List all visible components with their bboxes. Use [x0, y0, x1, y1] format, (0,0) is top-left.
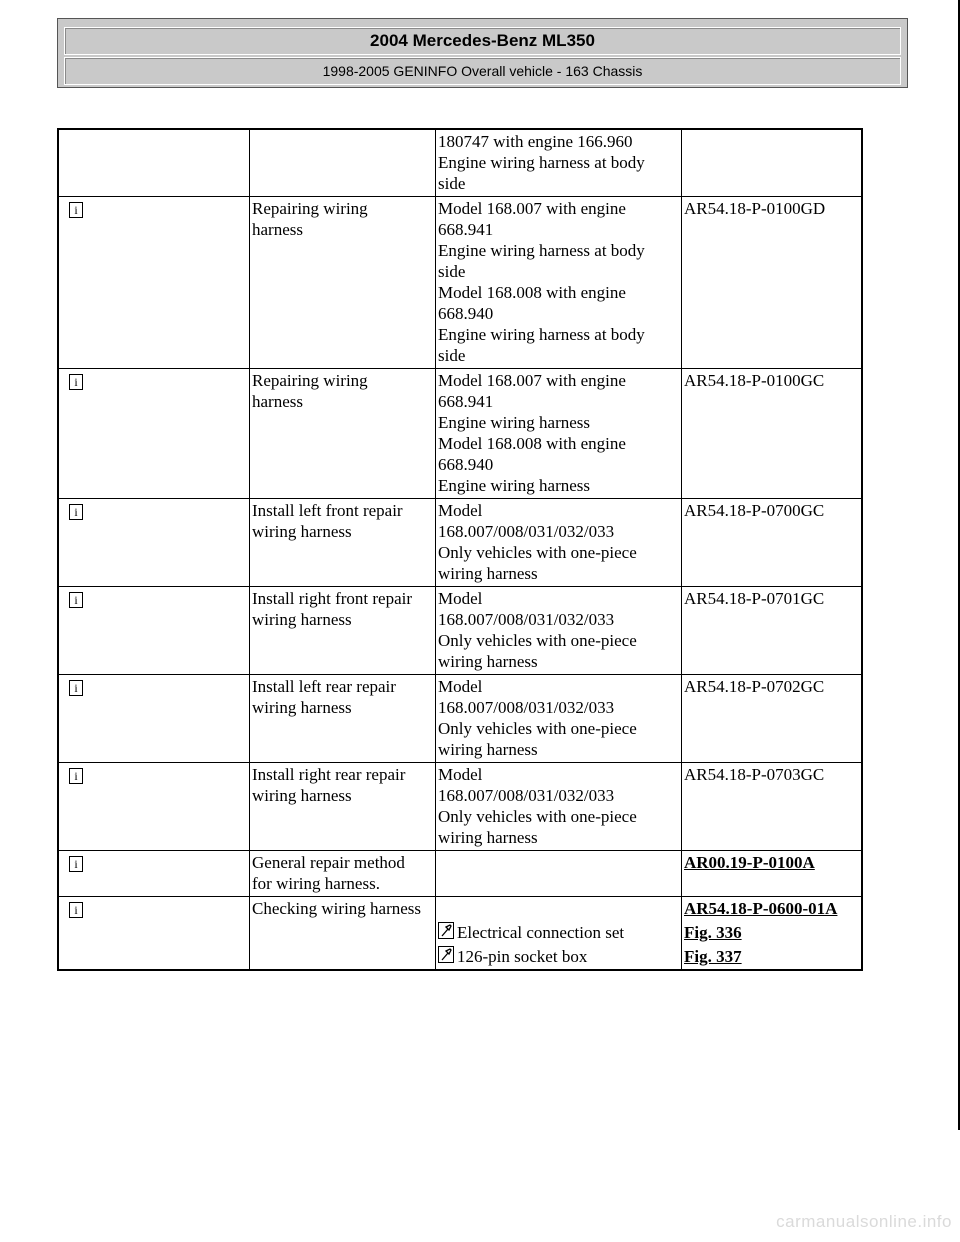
description-line: Model [438, 501, 483, 520]
description-line: Engine wiring harness at body [438, 241, 645, 260]
task-cell [250, 369, 436, 499]
task-line: wiring harness [252, 698, 352, 717]
tool-label: 126-pin socket box [457, 947, 588, 966]
reference-code: AR54.18-P-0100GC [684, 371, 825, 390]
table-row [58, 369, 862, 499]
reference-code: AR54.18-P-0700GC [684, 501, 825, 520]
description-line: wiring harness [438, 564, 538, 583]
description-line: Engine wiring harness at body [438, 153, 645, 172]
tool-row [58, 921, 862, 945]
description-line: Engine wiring harness at body [438, 325, 645, 344]
figure-cell [682, 945, 863, 970]
reference-cell [682, 763, 863, 851]
vehicle-title: 2004 Mercedes-Benz ML350 [64, 27, 901, 55]
task-cell [250, 897, 436, 922]
icon-cell [58, 897, 250, 922]
tool-label: Electrical connection set [457, 923, 625, 942]
table-row [58, 587, 862, 675]
table-row [58, 499, 862, 587]
description-line: Model 168.007 with engine [438, 371, 626, 390]
reference-code: AR54.18-P-0100GD [684, 199, 826, 218]
task-line: Checking wiring harness [252, 899, 422, 918]
task-line: wiring harness [252, 786, 352, 805]
description-line: Only vehicles with one-piece [438, 807, 637, 826]
icon-cell [58, 763, 250, 851]
icon-cell [58, 587, 250, 675]
table-row [58, 851, 862, 897]
task-line: Install left front repair [252, 501, 403, 520]
task-line: General repair method [252, 853, 405, 872]
description-cell [436, 587, 682, 675]
description-line: Model 168.007 with engine [438, 199, 626, 218]
tool-cell [436, 945, 682, 970]
blank-cell [250, 921, 436, 945]
description-line: Model [438, 677, 483, 696]
description-line: side [438, 346, 466, 365]
table-row [58, 675, 862, 763]
task-cell [250, 129, 436, 197]
description-line: Model 168.008 with engine [438, 283, 626, 302]
description-cell [436, 197, 682, 369]
table-row [58, 197, 862, 369]
task-cell [250, 197, 436, 369]
reference-code: AR54.18-P-0703GC [684, 765, 825, 784]
description-line: wiring harness [438, 652, 538, 671]
task-line: Repairing wiring [252, 199, 368, 218]
task-cell [250, 851, 436, 897]
figure-link[interactable]: Fig. 336 [684, 923, 742, 942]
blank-cell [58, 921, 250, 945]
reference-cell [682, 587, 863, 675]
reference-code: AR54.18-P-0701GC [684, 589, 825, 608]
task-line: Install left rear repair [252, 677, 396, 696]
info-icon[interactable]: i [69, 202, 83, 218]
blank-cell [250, 945, 436, 970]
reference-cell [682, 129, 863, 197]
description-line: Only vehicles with one-piece [438, 543, 637, 562]
task-cell [250, 587, 436, 675]
task-line: for wiring harness. [252, 874, 380, 893]
icon-cell [58, 197, 250, 369]
info-icon[interactable]: i [69, 504, 83, 520]
description-line: Engine wiring harness [438, 476, 591, 495]
section-subtitle: 1998-2005 GENINFO Overall vehicle - 163 Chassis [64, 57, 901, 85]
reference-cell [682, 369, 863, 499]
description-cell [436, 851, 682, 897]
description-cell [436, 675, 682, 763]
blank-cell [58, 945, 250, 970]
reference-link[interactable]: AR54.18-P-0600-01A [684, 899, 838, 918]
reference-cell [682, 851, 863, 897]
icon-cell [58, 499, 250, 587]
description-line: wiring harness [438, 740, 538, 759]
description-line: 668.941 [438, 220, 494, 239]
table-row [58, 763, 862, 851]
tool-icon[interactable] [438, 922, 454, 939]
table-row [58, 129, 862, 197]
description-line: Model [438, 765, 483, 784]
description-line: 168.007/008/031/032/033 [438, 786, 615, 805]
task-cell [250, 675, 436, 763]
description-cell [436, 499, 682, 587]
info-icon[interactable]: i [69, 592, 83, 608]
reference-cell [682, 197, 863, 369]
description-line: Only vehicles with one-piece [438, 631, 637, 650]
description-line: Engine wiring harness [438, 413, 591, 432]
description-cell [436, 897, 682, 922]
task-line: wiring harness [252, 522, 352, 541]
tool-row [58, 945, 862, 970]
table-row [58, 897, 862, 922]
task-line: harness [252, 220, 303, 239]
info-icon[interactable]: i [69, 856, 83, 872]
description-cell [436, 369, 682, 499]
icon-cell [58, 675, 250, 763]
description-line: side [438, 174, 466, 193]
description-line: side [438, 262, 466, 281]
task-line: Repairing wiring [252, 371, 368, 390]
document-header [57, 18, 908, 88]
info-icon[interactable]: i [69, 902, 83, 918]
description-cell [436, 763, 682, 851]
description-line: Model 168.008 with engine [438, 434, 626, 453]
description-line: 668.940 [438, 304, 494, 323]
description-line: 668.940 [438, 455, 494, 474]
watermark: carmanualsonline.info [776, 1212, 952, 1231]
info-icon[interactable]: i [69, 680, 83, 696]
task-cell [250, 763, 436, 851]
task-line: Install right front repair [252, 589, 413, 608]
figure-cell [682, 921, 863, 945]
figure-link[interactable]: Fig. 337 [684, 947, 742, 966]
task-line: Install right rear repair [252, 765, 406, 784]
icon-cell [58, 851, 250, 897]
description-line: 180747 with engine 166.960 [438, 132, 633, 151]
description-line: 168.007/008/031/032/033 [438, 522, 615, 541]
task-line: wiring harness [252, 610, 352, 629]
reference-cell [682, 499, 863, 587]
info-icon[interactable]: i [69, 374, 83, 390]
tool-icon[interactable] [438, 946, 454, 963]
description-line: 168.007/008/031/032/033 [438, 610, 615, 629]
reference-cell [682, 897, 863, 922]
tool-cell [436, 921, 682, 945]
reference-code: AR54.18-P-0702GC [684, 677, 825, 696]
description-line: 168.007/008/031/032/033 [438, 698, 615, 717]
description-line: 668.941 [438, 392, 494, 411]
description-line: Only vehicles with one-piece [438, 719, 637, 738]
reference-cell [682, 675, 863, 763]
task-cell [250, 499, 436, 587]
description-cell [436, 129, 682, 197]
description-line: Model [438, 589, 483, 608]
reference-link[interactable]: AR00.19-P-0100A [684, 853, 815, 872]
task-line: harness [252, 392, 303, 411]
icon-cell [58, 129, 250, 197]
icon-cell [58, 369, 250, 499]
description-line: wiring harness [438, 828, 538, 847]
repair-procedures-table [57, 128, 863, 971]
info-icon[interactable]: i [69, 768, 83, 784]
